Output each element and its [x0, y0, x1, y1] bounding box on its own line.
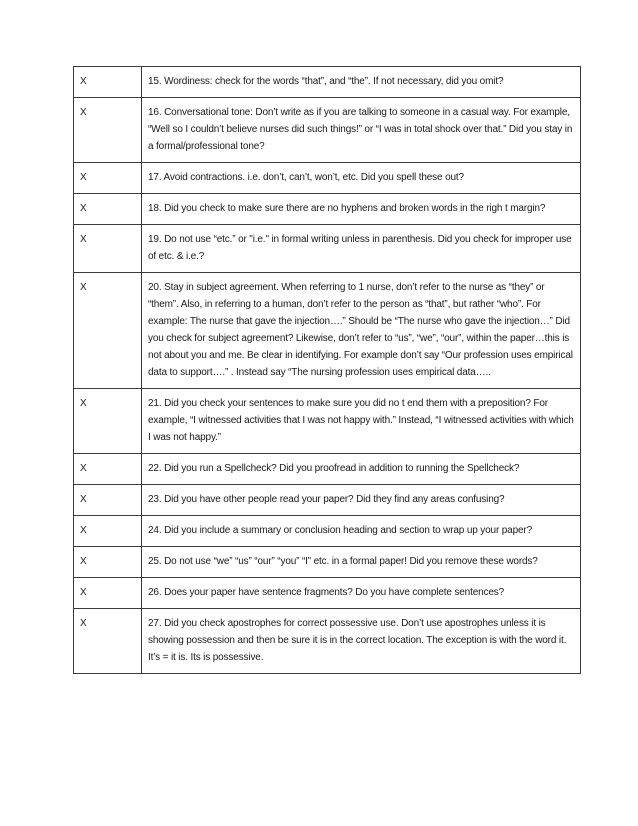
checklist-item-text: 19. Do not use “etc.” or "i.e." in formal writing unless in parenthesis. Did you check for improper use of etc. & i.e.?	[142, 225, 581, 273]
check-mark: X	[74, 516, 142, 547]
table-row	[74, 98, 581, 163]
table-row	[74, 194, 581, 225]
check-mark: X	[74, 225, 142, 273]
table-row	[74, 67, 581, 98]
table-row	[74, 609, 581, 674]
checklist-item-text: 27. Did you check apostrophes for correct possessive use. Don’t use apostrophes unless it is showing possession and then be sure it is in the correct location. The exception is with the word it. It’s = it is. Its is possessive.	[142, 609, 581, 674]
checklist-table	[73, 66, 581, 674]
checklist-item-text: 22. Did you run a Spellcheck? Did you proofread in addition to running the Spellcheck?	[142, 454, 581, 485]
table-row	[74, 273, 581, 389]
check-mark: X	[74, 454, 142, 485]
check-mark: X	[74, 67, 142, 98]
table-row	[74, 578, 581, 609]
checklist-item-text: 23. Did you have other people read your paper? Did they find any areas confusing?	[142, 485, 581, 516]
checklist-item-text: 26. Does your paper have sentence fragments? Do you have complete sentences?	[142, 578, 581, 609]
checklist-body	[74, 67, 581, 674]
table-row	[74, 485, 581, 516]
table-row	[74, 225, 581, 273]
table-row	[74, 389, 581, 454]
checklist-item-text: 21. Did you check your sentences to make sure you did no t end them with a preposition? For example, “I witnessed activities that I was not happy with.” Instead, “I witnessed activities with which I was not happy.”	[142, 389, 581, 454]
table-row	[74, 163, 581, 194]
checklist-item-text: 20. Stay in subject agreement. When referring to 1 nurse, don’t refer to the nurse as “they” or “them”. Also, in referring to a human, don’t refer to the person as “that”, but rather “who”. For example: The nurse that gave the injection….” Should be “The nurse who gave the injection…” Did you check for subject agreement? Likewise, don’t refer to “us”, “we”, “our”, within the paper…this is not about you and me. Be clear in identifying. For example don’t say “Our profession uses empirical data to support….” . Instead say “The nursing profession uses empirical data…..	[142, 273, 581, 389]
check-mark: X	[74, 547, 142, 578]
check-mark: X	[74, 194, 142, 225]
table-row	[74, 547, 581, 578]
checklist-item-text: 17. Avoid contractions. i.e. don’t, can’t, won’t, etc. Did you spell these out?	[142, 163, 581, 194]
checklist-item-text: 24. Did you include a summary or conclusion heading and section to wrap up your paper?	[142, 516, 581, 547]
table-row	[74, 516, 581, 547]
table-row	[74, 454, 581, 485]
check-mark: X	[74, 163, 142, 194]
checklist-item-text: 18. Did you check to make sure there are no hyphens and broken words in the righ t margin?	[142, 194, 581, 225]
checklist-item-text: 25. Do not use “we” “us” “our” “you” “I” etc. in a formal paper! Did you remove these words?	[142, 547, 581, 578]
check-mark: X	[74, 578, 142, 609]
check-mark: X	[74, 273, 142, 389]
check-mark: X	[74, 98, 142, 163]
checklist-item-text: 16. Conversational tone: Don’t write as if you are talking to someone in a casual way. For example, “Well so I couldn’t believe nurses did such things!” or “I was in total shock over that.” Did you stay in a formal/professional tone?	[142, 98, 581, 163]
check-mark: X	[74, 609, 142, 674]
check-mark: X	[74, 389, 142, 454]
checklist-item-text: 15. Wordiness: check for the words “that”, and “the”. If not necessary, did you omit?	[142, 67, 581, 98]
check-mark: X	[74, 485, 142, 516]
